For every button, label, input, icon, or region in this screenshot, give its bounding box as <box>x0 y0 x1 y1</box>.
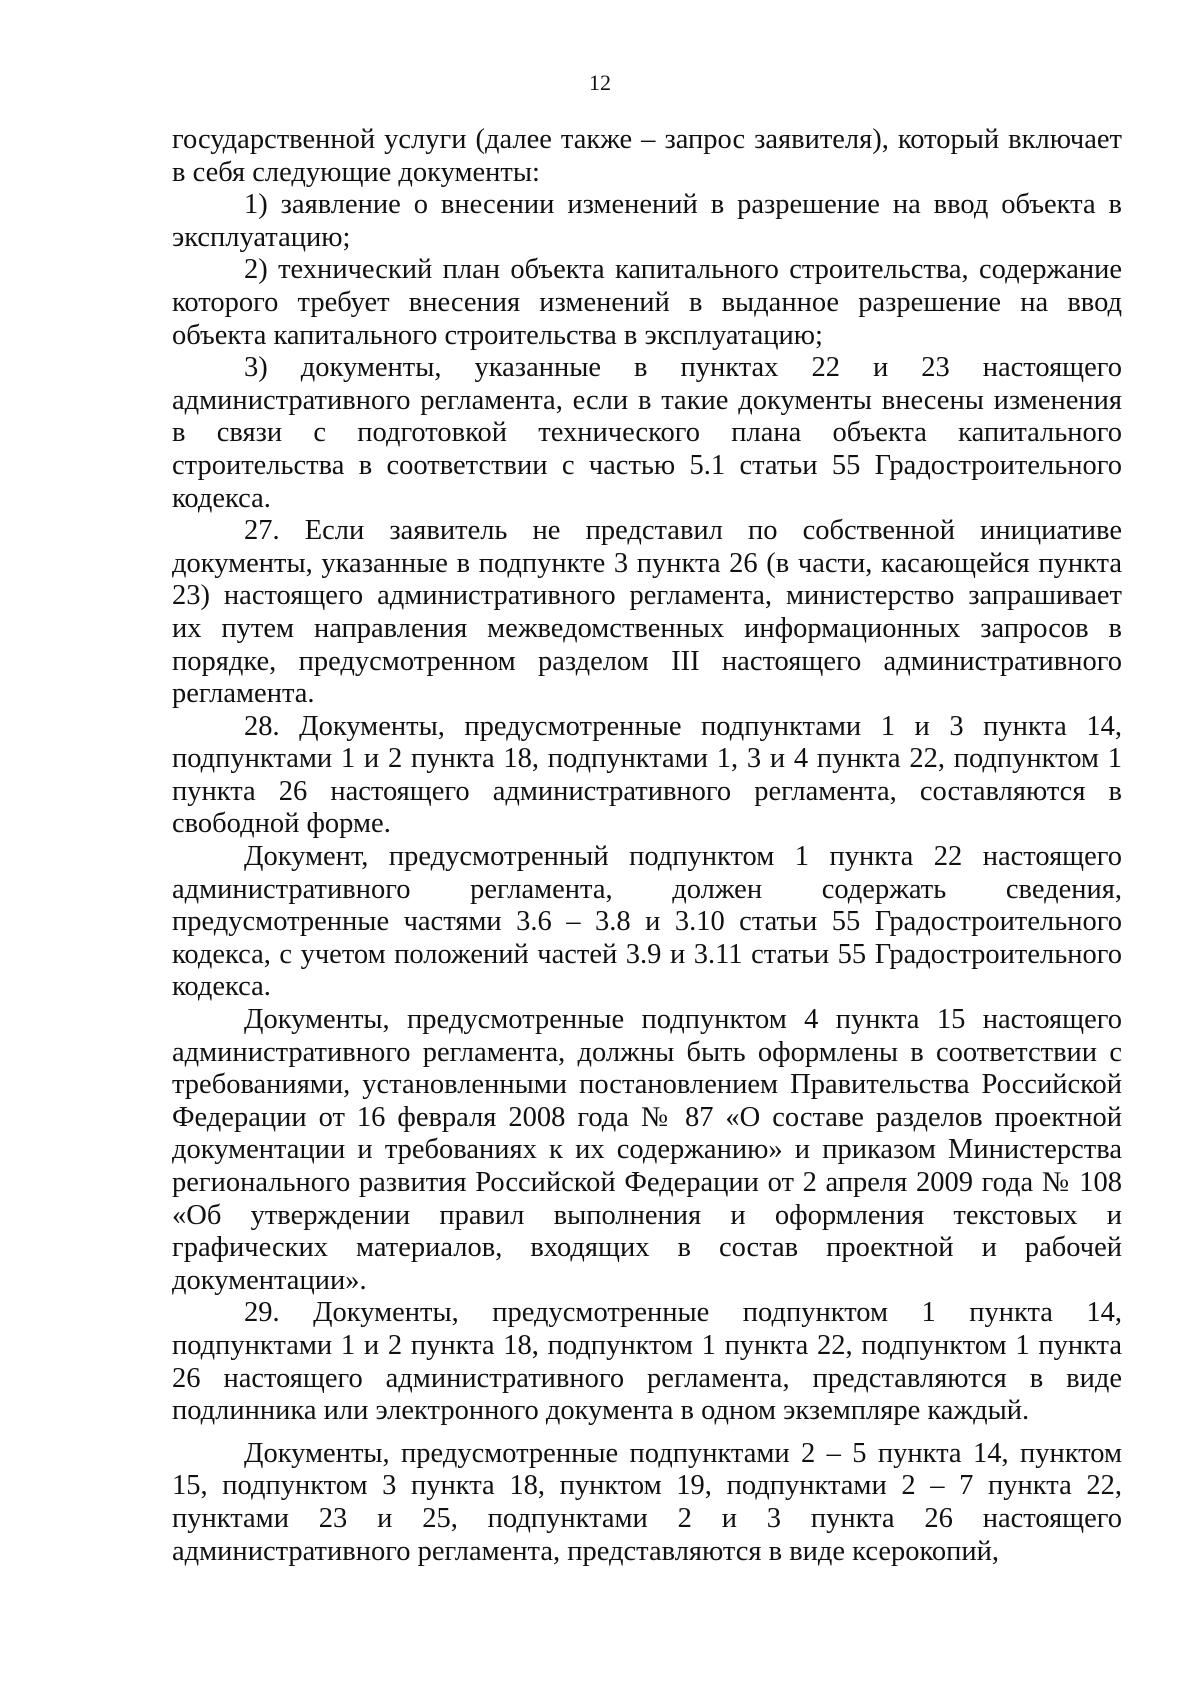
paragraph: Документ, предусмотренный подпунктом 1 пункта 22 настоящего административного регламента, должен содержать сведения, предусмотренные частями 3.6 – 3.8 и 3.10 статьи 55 Градостроительного кодекса, с учетом положений частей 3.9 и 3.11 статьи 55 Градостроительного кодекса. <box>172 841 1122 1003</box>
paragraph: 27. Если заявитель не представил по собственной инициативе документы, указанные в подпункте 3 пункта 26 (в части, касающейся пункта 23) настоящего административного регламента, министерство запрашивает их путем направления межведомственных информационных запросов в порядке, предусмотренном разделом III настоящего административного регламента. <box>172 515 1122 710</box>
paragraph: 3) документы, указанные в пунктах 22 и 23 настоящего административного регламента, если в такие документы внесены изменения в связи с подготовкой технического плана объекта капитального строительства в соответствии с частью 5.1 статьи 55 Градостроительного кодекса. <box>172 352 1122 514</box>
paragraph: государственной услуги (далее также – запрос заявителя), который включает в себя следующие документы: <box>172 124 1122 188</box>
paragraph: 29. Документы, предусмотренные подпунктом 1 пункта 14, подпунктами 1 и 2 пункта 18, подпунктом 1 пункта 22, подпунктом 1 пункта 26 настоящего административного регламента, представляются в виде подлинника или электронного документа в одном экземпляре каждый. <box>172 1297 1122 1427</box>
paragraph: Документы, предусмотренные подпунктом 4 пункта 15 настоящего административного регламента, должны быть оформлены в соответствии с требованиями, установленными постановлением Правительства Российской Федерации от 16 февраля 2008 года № 87 «О составе разделов проектной документации и требованиях к их содержанию» и приказом Министерства регионального развития Российской Федерации от 2 апреля 2009 года № 108 «Об утверждении правил выполнения и оформления текстовых и графических материалов, входящих в состав проектной и рабочей документации». <box>172 1004 1122 1296</box>
page-number: 12 <box>589 70 611 95</box>
paragraph: 2) технический план объекта капитального строительства, содержание которого требует внесения изменений в выданное разрешение на ввод объекта капитального строительства в эксплуатацию; <box>172 254 1122 351</box>
paragraph: 1) заявление о внесении изменений в разрешение на ввод объекта в эксплуатацию; <box>172 189 1122 253</box>
paragraph: Документы, предусмотренные подпунктами 2 – 5 пункта 14, пунктом 15, подпунктом 3 пункта 18, пунктом 19, подпунктами 2 – 7 пункта 22, пунктами 23 и 25, подпунктами 2 и 3 пункта 26 настоящего административного регламента, представляются в виде ксерокопий, <box>172 1437 1122 1567</box>
document-body <box>172 124 1122 1568</box>
paragraph: 28. Документы, предусмотренные подпунктами 1 и 3 пункта 14, подпунктами 1 и 2 пункта 18, подпунктами 1, 3 и 4 пункта 22, подпунктом 1 пункта 26 настоящего административного регламента, составляются в свободной форме. <box>172 710 1122 840</box>
